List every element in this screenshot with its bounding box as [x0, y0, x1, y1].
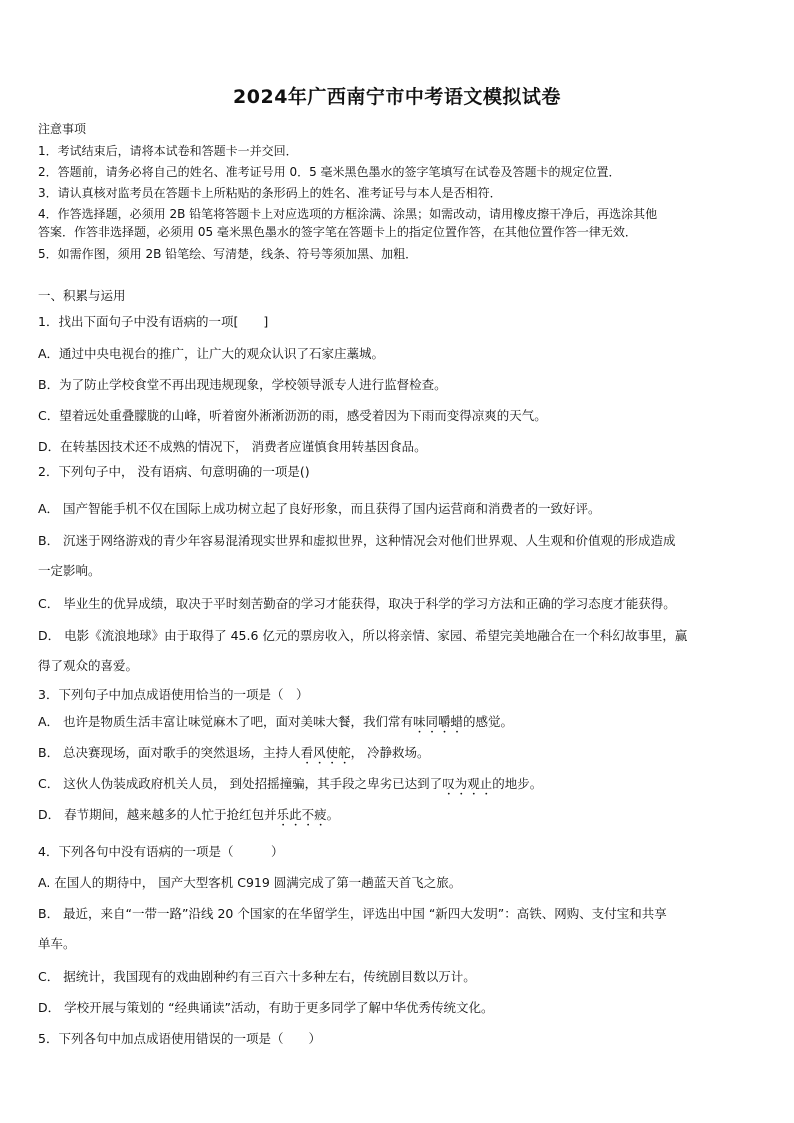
notes-item: 1．考试结束后，请将本试卷和答题卡一并交回． — [38, 144, 298, 158]
notes-item: 4．作答选择题，必须用 2B 铅笔将答题卡上对应选项的方框涂满、涂黑；如需改动，请用橡皮擦干净后，再选涂其他 — [38, 207, 658, 221]
option-b — [38, 744, 760, 767]
question-stem: 2．下列句子中， 没有语病、句意明确的一项是() — [38, 464, 310, 479]
section-heading: 一、积累与运用 — [38, 288, 126, 303]
option-c — [38, 775, 760, 798]
option-text: 的地步。 — [492, 776, 543, 791]
option-b: B．为了防止学校食堂不再出现违规现象，学校领导派专人进行监督检查。 — [38, 377, 447, 392]
dotted-idiom: 叹为观止 — [442, 776, 493, 791]
option-text: 。 — [326, 807, 340, 822]
option-text: 的感觉。 — [463, 714, 514, 729]
dotted-idiom: 乐此不疲 — [276, 807, 327, 822]
option-c: C．望着远处重叠朦胧的山峰，听着窗外淅淅沥沥的雨，感受着因为下雨而变得凉爽的天气。 — [38, 408, 547, 423]
dotted-idiom: 看风使舵 — [300, 745, 351, 760]
option-d — [38, 806, 760, 829]
notes-heading: 注意事项 — [38, 122, 87, 136]
option-d-continued: 得了观众的喜爱。 — [38, 658, 139, 673]
notes-item: 5．如需作图，须用 2B 铅笔绘、写清楚，线条、符号等须加黑、加粗． — [38, 247, 418, 261]
question-stem: 5．下列各句中加点成语使用错误的一项是（ ） — [38, 1031, 321, 1046]
option-a: A．通过中央电视台的推广，让广大的观众认识了石家庄藁城。 — [38, 346, 385, 361]
option-b-continued: 一定影响。 — [38, 563, 101, 578]
option-a: A． 国产智能手机不仅在国际上成功树立起了良好形象，而且获得了国内运营商和消费者的一致好评。 — [38, 501, 601, 516]
option-text: D． 春节期间，越来越多的人忙于抢红包并 — [38, 807, 277, 822]
option-a: A. 在国人的期待中， 国产大型客机 C919 圆满完成了第一趟蓝天首飞之旅。 — [38, 875, 462, 890]
question-stem: 4．下列各句中没有语病的一项是（ ） — [38, 844, 284, 859]
question-stem: 3．下列句子中加点成语使用恰当的一项是（ ） — [38, 687, 309, 702]
option-text: ， 冷静救场。 — [350, 745, 430, 760]
option-c: C． 毕业生的优异成绩，取决于平时刻苦勤奋的学习才能获得，取决于科学的学习方法和正确的学习态度才能获得。 — [38, 596, 676, 611]
option-d: D． 学校开展与策划的 “经典诵读”活动，有助于更多同学了解中华优秀传统文化。 — [38, 1000, 494, 1015]
question-stem: 1．找出下面句子中没有语病的一项[ ] — [38, 314, 269, 329]
page-title: 2024年广西南宁市中考语文模拟试卷 — [233, 86, 561, 108]
option-b: B． 最近，来自“一带一路”沿线 20 个国家的在华留学生，评选出中国 “新四大发明”：高铁、网购、支付宝和共享 — [38, 906, 667, 921]
option-text: B． 总决赛现场，面对歌手的突然退场，主持人 — [38, 745, 301, 760]
notes-item: 2．答题前，请务必将自己的姓名、准考证号用 0．5 毫米黑色墨水的签字笔填写在试卷及答题卡的规定位置． — [38, 165, 621, 179]
option-d: D．在转基因技术还不成熟的情况下， 消费者应谨慎食用转基因食品。 — [38, 439, 427, 454]
option-d: D． 电影《流浪地球》由于取得了 45.6 亿元的票房收入，所以将亲情、家园、希望完美地融合在一个科幻故事里，赢 — [38, 628, 688, 643]
notes-item: 答案．作答非选择题，必须用 05 毫米黑色墨水的签字笔在答题卡上的指定位置作答，在其他位置作答一律无效． — [38, 225, 637, 239]
dotted-idiom: 味同嚼蜡 — [413, 714, 464, 729]
option-a — [38, 713, 760, 736]
option-text: A． 也许是物质生活丰富让味觉麻木了吧，面对美味大餐，我们常有 — [38, 714, 414, 729]
notes-item: 3．请认真核对监考员在答题卡上所粘贴的条形码上的姓名、准考证号与本人是否相符． — [38, 186, 502, 200]
option-text: C． 这伙人伪装成政府机关人员， 到处招摇撞骗，其手段之卑劣已达到了 — [38, 776, 443, 791]
option-c: C． 据统计，我国现有的戏曲剧种约有三百六十多种左右，传统剧目数以万计。 — [38, 969, 476, 984]
option-b-continued: 单车。 — [38, 936, 76, 951]
option-b: B． 沉迷于网络游戏的青少年容易混淆现实世界和虚拟世界，这种情况会对他们世界观、人生观和价值观的形成造成 — [38, 533, 676, 548]
